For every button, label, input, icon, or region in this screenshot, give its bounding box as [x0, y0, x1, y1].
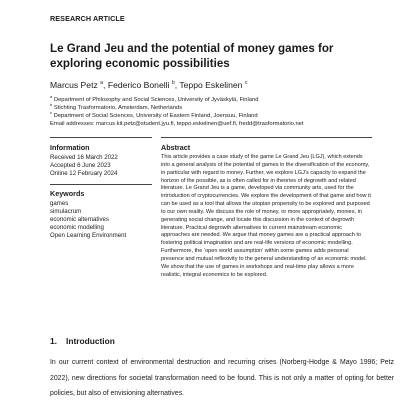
author-affiliation-mark: a [100, 80, 104, 87]
introduction-heading [50, 336, 115, 346]
keywords-heading: Keywords [50, 184, 152, 198]
author-name: Federico Bonelli [107, 80, 170, 90]
affiliations [50, 96, 390, 128]
keyword: simulacrum [50, 208, 82, 216]
article-title: Le Grand Jeu and the potential of money games for exploring economic possibilities [50, 42, 334, 70]
affiliation-line [50, 112, 390, 120]
introduction-paragraph: In our current context of environmental destruction and recurring crises (Norberg-Hodge & Mayo 1996; Petz 2022), new directions for societal transformation need to be found. This is not only a matter of opting for better policies, but also of envisioning alternatives. [50, 359, 394, 397]
affiliation-text: Department of Social Sciences, University of Eastern Finland, Joensuu, Finland [53, 113, 258, 120]
author-affiliation-mark: c [244, 80, 248, 87]
author-name: Teppo Eskelinen [179, 80, 243, 90]
abstract-text: This article provides a case study of the game Le Grand Jeu (LGJ), which extends into a general analysis of the potential of games in the diversification of the economy, in particular with regard to money. Further, we explore LGJ’s capacity to expand the horizon of the possible, as is often called for in theories of degrowth and related literature. Le Grand Jeu is a game, developed via community arts, used for the introduction of cryptocurrencies. We explore the development of that game and how it can be used as a tool that allows the utopian propensity to be explored and purposed to our own reality. We discuss the role of money, or more appropriately, monies, in generating social change, and locate this discussion in the context of degrowth literature. Practical degrowth alternatives to current mainstream economic approaches are needed. We argue that money games are a practical approach to fostering political imagination and are real-life versions of economic modelling. Furthermore, the ‘open world assumption’ within some games adds personal presence and mutual reflexivity to the general understanding of an economic model. We show that the use of games in workshops and real-time play allows a more realistic, integral economics to be explored. [161, 154, 371, 278]
affiliation-text: Stichting Trasformatorio, Amsterdam, Netherlands [53, 105, 183, 112]
email-addresses: Email addresses: marcus.kit.petz@student.jyu.fi, teppo.eskelinen@uef.fi, fredd@trasformatorio.net [50, 121, 304, 128]
accepted-date: Accepted 6 June 2023 [50, 161, 111, 169]
author-name: Marcus Petz [50, 80, 98, 90]
article-dates [50, 154, 152, 177]
abstract-heading: Abstract [161, 143, 191, 152]
affiliation-line [50, 104, 390, 112]
divider-rule [50, 137, 152, 138]
section-title: Introduction [66, 336, 115, 346]
abstract-section [161, 143, 372, 280]
affiliation-mark: c [50, 110, 52, 116]
author-affiliation-mark: b [171, 80, 175, 87]
keyword-list [50, 200, 152, 239]
keyword: Open Learning Environment [50, 231, 127, 239]
received-date: Received 16 March 2022 [50, 154, 118, 161]
keyword: economic modelling [50, 223, 104, 231]
online-date: Online 12 February 2024 [50, 169, 118, 177]
section-number: 1. [50, 336, 57, 346]
keyword: economic alternatives [50, 215, 109, 223]
affiliation-mark: b [50, 102, 53, 108]
affiliation-mark: a [50, 94, 53, 100]
affiliation-text: Department of Philosophy and Social Sciences, University of Jyväskylä, Finland [53, 97, 259, 103]
article-type-label: RESEARCH ARTICLE [50, 14, 125, 23]
divider-rule [161, 137, 372, 138]
affiliation-line [50, 96, 390, 104]
keyword: games [50, 200, 69, 208]
information-heading: Information [50, 143, 90, 152]
author-list: Marcus Petz $^a$, Federico Bonelli $^b$, Teppo Eskelinen $^c$ [50, 80, 248, 90]
article-info-column [50, 143, 152, 239]
